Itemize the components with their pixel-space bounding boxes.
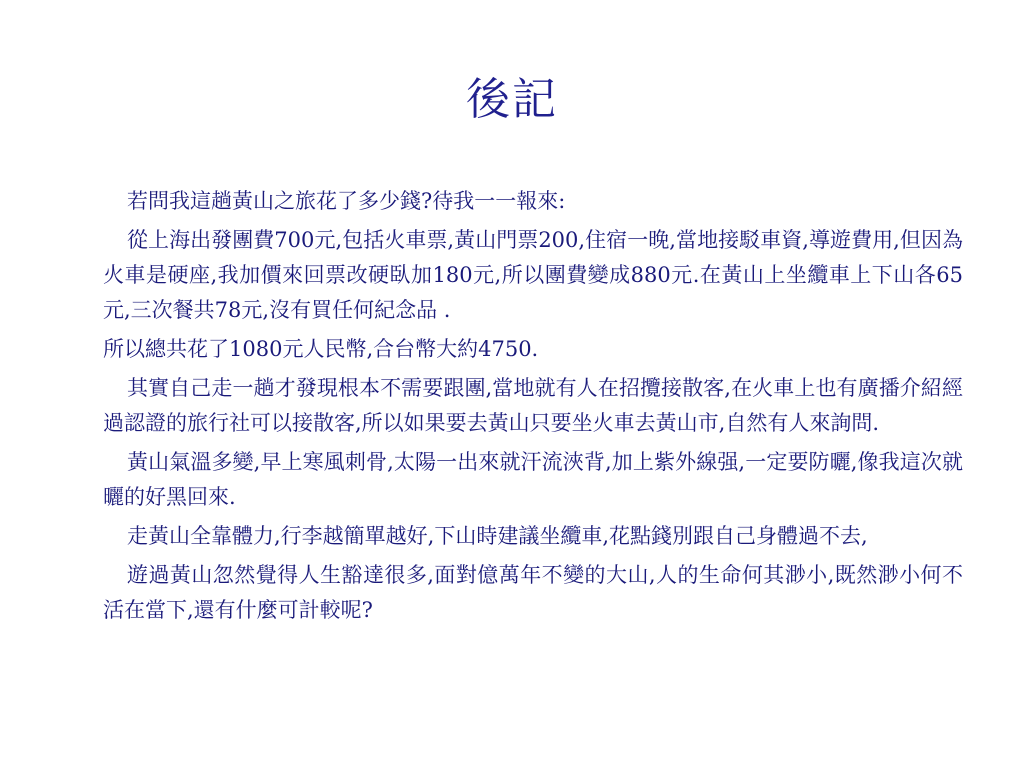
paragraph-stamina: 走黃山全靠體力,行李越簡單越好,下山時建議坐纜車,花點錢別跟自己身體過不去,	[127, 524, 868, 548]
slide-body	[103, 184, 963, 632]
paragraph-reflection: 遊過黃山忽然覺得人生豁達很多,面對億萬年不變的大山,人的生命何其渺小,既然渺小何不活在當下,還有什麼可計較呢?	[103, 563, 963, 622]
paragraph-tour-fee: 從上海出發團費700元,包括火車票,黃山門票200,住宿一晚,當地接駁車資,導遊費用,但因為火車是硬座,我加價來回票改硬臥加180元,所以團費變成880元.在黃山上坐纜車上下山各65元,三次餐共78元,沒有買任何紀念品 .	[103, 228, 963, 322]
paragraph-total: 所以總共花了1080元人民幣,合台幣大約4750.	[103, 337, 539, 361]
paragraph-weather: 黃山氣溫多變,早上寒風刺骨,太陽一出來就汗流浹背,加上紫外線强,一定要防曬,像我這次就曬的好黑回來.	[103, 450, 963, 509]
paragraph-cost-intro: 若問我這趟黃山之旅花了多少錢?待我一一報來:	[127, 189, 566, 213]
slide-title: 後記	[466, 74, 558, 125]
paragraph-no-tour-needed: 其實自己走一趟才發現根本不需要跟團,當地就有人在招攬接散客,在火車上也有廣播介紹經過認證的旅行社可以接散客,所以如果要去黃山只要坐火車去黃山市,自然有人來詢問.	[103, 376, 963, 435]
